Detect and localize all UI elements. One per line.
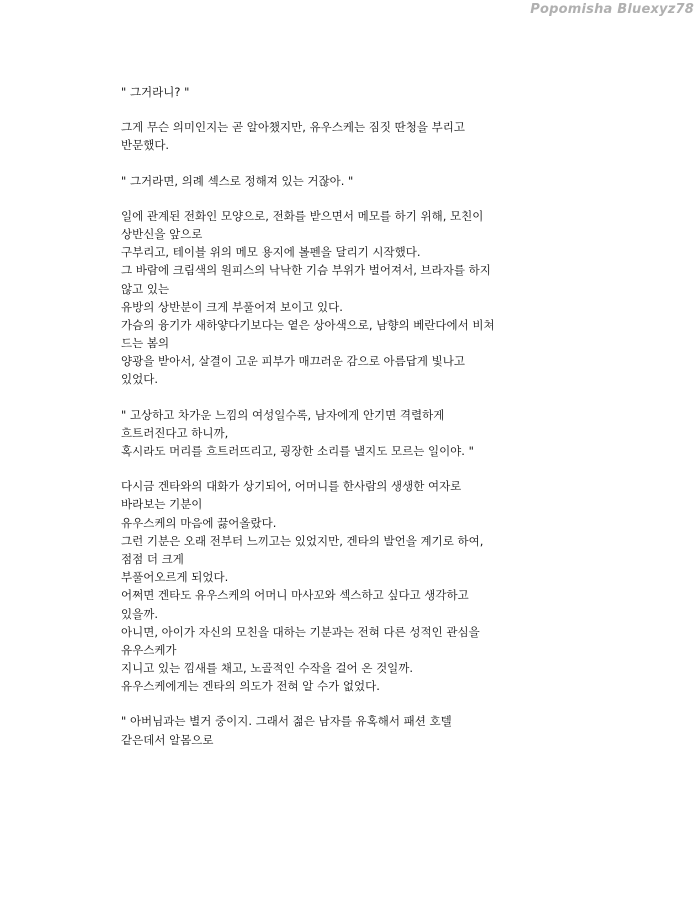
- paragraph: [121, 118, 571, 154]
- paragraph: [121, 172, 571, 190]
- text-line: 양광을 받아서, 살결이 고운 피부가 매끄러운 감으로 아름답게 빛나고: [121, 354, 465, 369]
- paragraph: [121, 712, 571, 748]
- text-line: 지니고 있는 낌새를 채고, 노골적인 수작을 걸어 온 것일까.: [121, 661, 414, 676]
- text-line: 드는 봄의: [121, 336, 170, 351]
- text-line: 흐트러진다고 하니까,: [121, 425, 229, 440]
- text-line: " 고상하고 차가운 느낌의 여성일수록, 남자에게 안기면 격렬하게: [121, 407, 445, 422]
- text-line: 그런 기분은 오래 전부터 느끼고는 있었지만, 겐타의 발언을 계기로 하여,: [121, 533, 484, 548]
- watermark: Popomisha Bluexyz78: [530, 2, 694, 17]
- text-line: 유우스케의 마음에 끓어올랐다.: [121, 515, 277, 530]
- text-line: " 아버님과는 별거 중이지. 그래서 젊은 남자를 유혹해서 패션 호텔: [121, 714, 452, 729]
- text-line: 가슴의 융기가 새하얗다기보다는 옅은 상아색으로, 남향의 베란다에서 비쳐: [121, 317, 495, 332]
- text-line: " 그거라면, 의례 섹스로 정해져 있는 거잖아. ": [121, 173, 354, 188]
- text-line: 구부리고, 테이블 위의 메모 용지에 볼펜을 달리기 시작했다.: [121, 245, 421, 260]
- text-line: 그게 무슨 의미인지는 곧 알아챘지만, 유우스케는 짐짓 딴청을 부리고: [121, 120, 465, 135]
- text-line: 어쩌면 겐타도 유우스케의 어머니 마사꼬와 섹스하고 싶다고 생각하고: [121, 588, 469, 603]
- text-line: 있을까.: [121, 606, 158, 621]
- text-line: 있었다.: [121, 372, 158, 387]
- document-body: [121, 83, 571, 766]
- text-line: 혹시라도 머리를 흐트러뜨리고, 굉장한 소리를 낼지도 모르는 일이야. ": [121, 444, 474, 458]
- text-line: 유방의 상반분이 크게 부풀어져 보이고 있다.: [121, 299, 343, 314]
- text-line: 유우스케가: [121, 642, 177, 657]
- paragraph: [121, 477, 571, 695]
- text-line: 그 바람에 크림색의 원피스의 낙낙한 기슴 부위가 벌어져서, 브라자를 하지: [121, 263, 491, 278]
- paragraph: [121, 83, 571, 101]
- paragraph: [121, 207, 571, 389]
- text-line: 같은데서 알몸으로: [121, 732, 214, 747]
- text-line: 유우스케에게는 겐타의 의도가 전혀 알 수가 없었다.: [121, 679, 380, 694]
- paragraph: [121, 406, 571, 461]
- text-line: 반문했다.: [121, 138, 170, 153]
- text-line: 부풀어오르게 되었다.: [121, 570, 229, 585]
- text-line: 상반신을 앞으로: [121, 226, 203, 241]
- text-line: 아니면, 아이가 자신의 모친을 대하는 기분과는 전혀 다른 성적인 관심을: [121, 624, 480, 639]
- text-line: 바라보는 기분이: [121, 497, 203, 512]
- text-line: " 그거라니? ": [121, 85, 190, 99]
- text-line: 점점 더 크게: [121, 551, 184, 566]
- text-line: 않고 있는: [121, 281, 170, 296]
- text-line: 일에 관계된 전화인 모양으로, 전화를 받으면서 메모를 하기 위해, 모친이: [121, 208, 484, 223]
- text-line: 다시금 겐타와의 대화가 상기되어, 어머니를 한사람의 생생한 여자로: [121, 479, 462, 494]
